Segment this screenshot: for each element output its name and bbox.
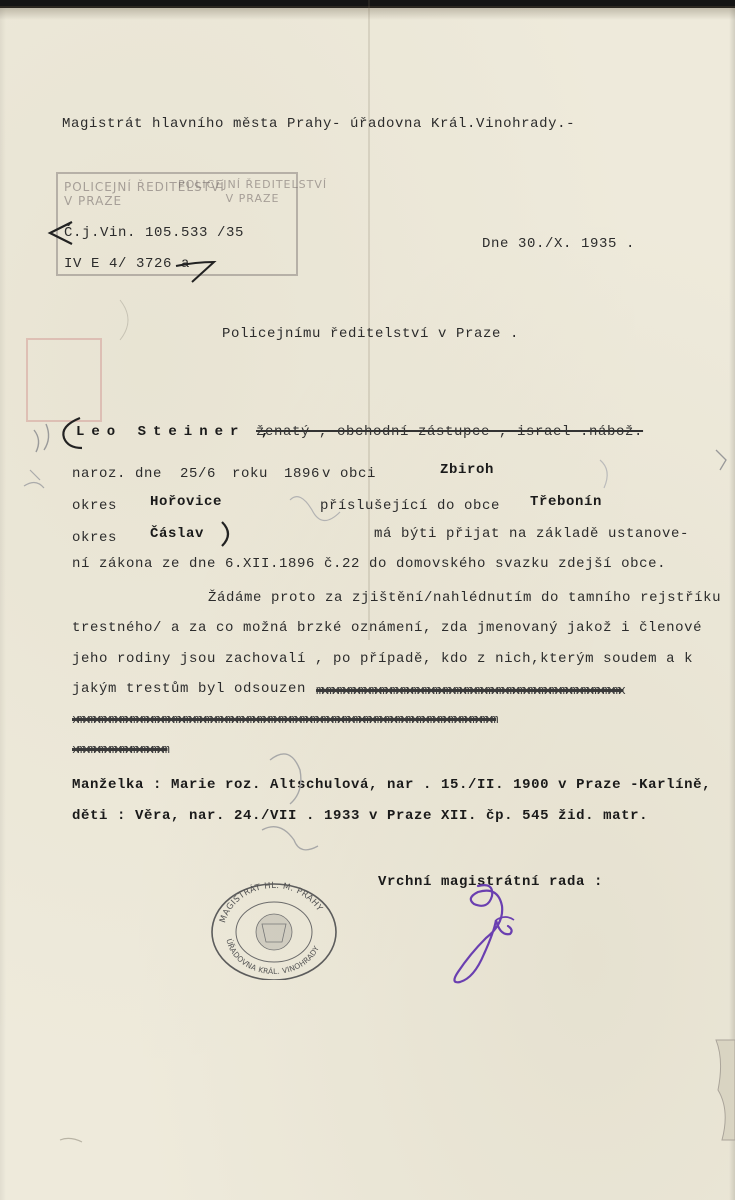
admission-text: má býti přijat na základě ustanove- [374, 526, 690, 542]
district2-prefix: okres [72, 530, 118, 546]
reference-number-2: IV E 4/ 3726 a [64, 256, 191, 272]
district-name: Hořovice [150, 494, 223, 510]
law-reference: ní zákona ze dne 6.XII.1896 č.22 do domovského svazku zdejší obce. [72, 556, 667, 572]
round-magistrate-seal [210, 880, 338, 980]
struck-text-3: xmxmxmxmxmxmxmxmxm [72, 742, 168, 757]
person-name: Leo Steiner , [76, 424, 277, 440]
request-line-2: trestného/ a za co možná brzké oznámení, zda jmenovaný jakož i členové [72, 620, 703, 636]
wife-line: Manželka : Marie roz. Altschulová, nar . 15./II. 1900 v Praze -Karlíně, [72, 777, 712, 793]
birth-place: Zbiroh [440, 462, 495, 478]
struck-personal-details: ženatý , obchodní zástupce , israel .nábož. [256, 424, 644, 440]
signatory-title: Vrchní magistrátní rada : [378, 874, 604, 890]
children-line: děti : Věra, nar. 24./VII . 1933 v Praze XII. čp. 545 žid. matr. [72, 808, 649, 824]
district2-name: Čáslav [150, 526, 205, 542]
birth-day-month: 25/6 [180, 466, 217, 482]
seal-inner-text: ÚŘADOVNA KRÁL. VINOHRADY [224, 937, 321, 977]
reference-number: Č.j.Vin. 105.533 /35 [64, 225, 245, 241]
authority-heading: Magistrát hlavního města Prahy- úřadovna Král.Vinohrady.- [62, 116, 576, 132]
district-prefix: okres [72, 498, 118, 514]
document-date: Dne 30./X. 1935 . [482, 236, 636, 252]
district-mid: příslušející do obce [320, 498, 501, 514]
request-line-1: Žádáme proto za zjištění/nahlédnutím do tamního rejstříku [208, 590, 722, 606]
birth-year: 1896 [284, 466, 321, 482]
official-signature [440, 880, 520, 990]
struck-text-1: mxmxmxmxmxmxmxmxmxmxmxmxmxmxmxmxmxmxmxmxmxmxmxmxmxmxmxmxmx [316, 683, 624, 698]
birth-place-prefix: v obci [322, 466, 377, 482]
struck-text-2: xmxmxmxmxmxmxmxmxmxmxmxmxmxmxmxmxmxmxmxmxmxmxmxmxmxmxmxmxmxmxmxmxmxmxmxmxmxmxmxm [72, 712, 497, 727]
birth-prefix: naroz. dne [72, 466, 163, 482]
request-line-3: jeho rodiny jsou zachovalí , po případě, kdo z nich,kterým soudem a k [72, 651, 694, 667]
municipality: Třebonín [530, 494, 603, 510]
seal-outer-text: MAGISTRÁT HL. M. PRAHY [218, 880, 325, 925]
birth-year-prefix: roku [232, 466, 269, 482]
request-line-4: jakým trestům byl odsouzen [72, 681, 307, 697]
registry-stamp-right: POLICEJNÍ ŘEDITELSTVÍ V PRAZE [178, 178, 328, 205]
registry-stamp-left: POLICEJNÍ ŘEDITELSTVÍ V PRAZE [64, 180, 225, 208]
recipient: Policejnímu ředitelství v Praze . [222, 326, 520, 342]
